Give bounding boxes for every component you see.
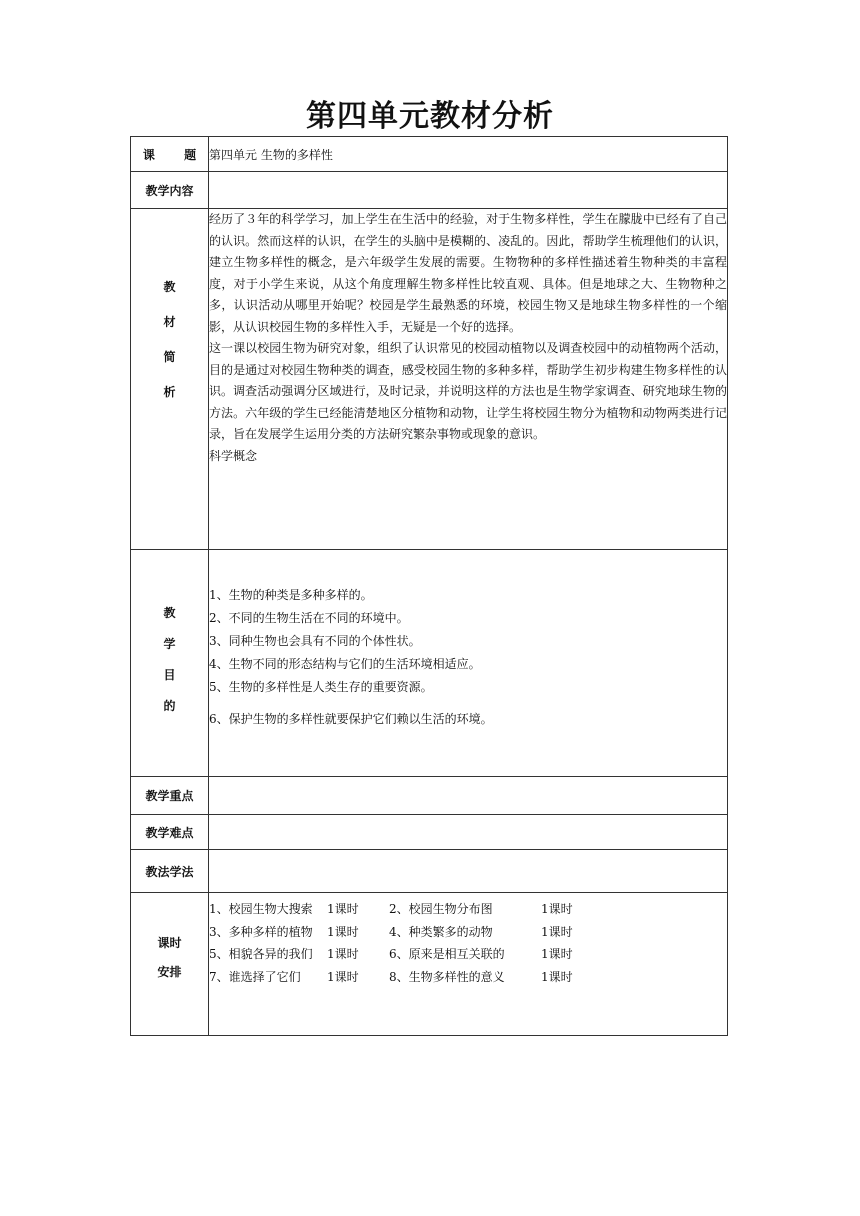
goal-item: 4、生物不同的形态结构与它们的生活环境相适应。: [209, 656, 481, 671]
goal-item: 1、生物的种类是多种多样的。: [209, 587, 373, 602]
goal-item: 3、同种生物也会具有不同的个体性状。: [209, 633, 421, 648]
brief-paragraph: 经历了３年的科学学习，加上学生在生活中的经验，对于生物多样性，学生在朦胧中已经有了自己的认识。然而这样的认识，在学生的头脑中是模糊的、凌乱的。因此，帮助学生梳理他们的认识，建立生物多样性的概念，是六年级学生发展的需要。生物物种的多样性描述着生物种类的丰富程度，对于小学生来说，从这个角度理解生物多样性比较直观、具体。但是地球之大、生物物种之多，认识活动从哪里开始呢？校园是学生最熟悉的环境，校园生物又是地球生物多样性的一个缩影，从认识校园生物的多样性入手，无疑是一个好的选择。: [209, 212, 727, 334]
difficulties-value: [209, 815, 728, 850]
lesson-name: 2、校园生物分布图: [389, 902, 493, 916]
goals-label-char: 教: [163, 606, 176, 620]
row-material-brief: [131, 209, 728, 550]
key-points-value: [209, 777, 728, 815]
difficulties-label: 教学难点: [131, 815, 209, 850]
row-methods: [131, 850, 728, 893]
goal-item: 5、生物的多样性是人类生存的重要资源。: [209, 679, 433, 694]
lesson-name: 1、校园生物大搜索: [209, 902, 313, 916]
goals-label-char: 目: [163, 668, 176, 682]
schedule-label-line: 课时: [157, 936, 182, 950]
content-value: [209, 172, 728, 209]
schedule-grid: [209, 898, 727, 988]
lesson-name: 7、谁选择了它们: [209, 969, 301, 984]
goals-label: [131, 550, 209, 777]
key-points-label: 教学重点: [131, 777, 209, 815]
lesson-hours: 1课时: [541, 969, 573, 984]
lesson-hours: 1课时: [541, 924, 573, 939]
goal-item: 2、不同的生物生活在不同的环境中。: [209, 610, 409, 625]
row-topic: [131, 137, 728, 172]
brief-value: [209, 209, 728, 550]
goals-label-char: 学: [163, 637, 176, 651]
brief-paragraph: 这一课以校园生物为研究对象，组织了认识常见的校园动植物以及调查校园中的动植物两个活动，目的是通过对校园生物种类的调查，感受校园生物的多种多样，帮助学生初步构建生物多样性的认识。调查活动强调分区域进行，及时记录，并说明这样的方法也是生物学家调查、研究地球生物的方法。六年级的学生已经能清楚地区分植物和动物，让学生将校园生物分为植物和动物两类进行记录，旨在发展学生运用分类的方法研究繁杂事物或现象的意识。: [209, 341, 727, 441]
brief-label-char: 简: [163, 350, 176, 364]
content-label: 教学内容: [131, 172, 209, 209]
row-key-points: [131, 777, 728, 815]
lesson-hours: 1课时: [327, 969, 359, 984]
methods-label: 教法学法: [131, 850, 209, 893]
row-teaching-goals: [131, 550, 728, 777]
lesson-name: 6、原来是相互关联的: [389, 947, 505, 961]
lesson-name: 3、多种多样的植物: [209, 924, 313, 939]
schedule-label: [131, 893, 209, 1036]
goal-item: 6、保护生物的多样性就要保护它们赖以生活的环境。: [209, 711, 493, 726]
brief-label-char: 材: [163, 315, 176, 329]
brief-label-char: 教: [163, 280, 176, 294]
lesson-hours: 1课时: [327, 947, 359, 961]
lesson-hours: 1课时: [541, 947, 573, 961]
lesson-name: 5、相貌各异的我们: [209, 947, 313, 961]
topic-value: 第四单元 生物的多样性: [209, 137, 728, 172]
goals-label-char: 的: [163, 699, 176, 713]
row-content: [131, 172, 728, 209]
lesson-name: 4、种类繁多的动物: [389, 924, 493, 939]
analysis-table: [130, 136, 728, 1036]
row-difficulties: [131, 815, 728, 850]
brief-label-char: 析: [163, 385, 176, 399]
schedule-value: [209, 893, 728, 1036]
lesson-hours: 1课时: [327, 924, 359, 939]
topic-label: 课 题: [131, 137, 209, 172]
brief-label: [131, 209, 209, 550]
methods-value: [209, 850, 728, 893]
lesson-hours: 1课时: [541, 902, 573, 916]
document-title: 第四单元教材分析: [306, 99, 554, 134]
schedule-label-line: 安排: [157, 965, 182, 979]
brief-paragraph: 科学概念: [209, 448, 258, 463]
row-schedule: [131, 893, 728, 1036]
goals-value: [209, 550, 728, 777]
lesson-hours: 1课时: [327, 902, 359, 916]
lesson-name: 8、生物多样性的意义: [389, 969, 505, 984]
